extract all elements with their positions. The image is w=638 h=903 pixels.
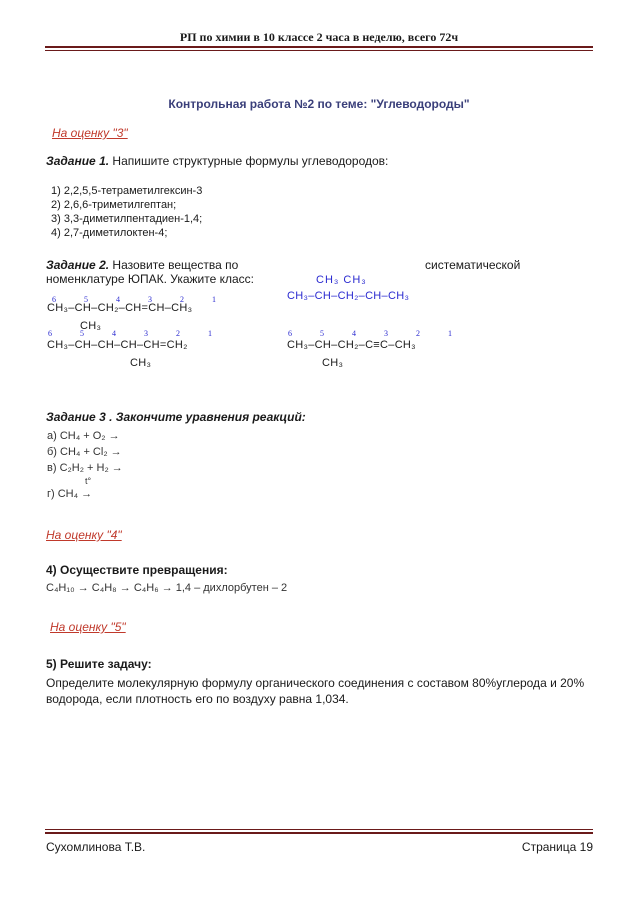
task1-item: 4) 2,7-диметилоктен-4;	[51, 227, 168, 239]
task1-label: Задание 1.	[46, 154, 110, 168]
task1-text: Напишите структурные формулы углеводородов:	[109, 154, 389, 168]
formula2-top: CH₃ CH₃	[316, 274, 367, 286]
page-header-title: РП по химии в 10 классе 2 часа в неделю, всего 72ч	[179, 30, 459, 44]
task3-heading	[46, 410, 306, 424]
reaction-temperature: t°	[85, 476, 92, 486]
task1-item: 1) 2,2,5,5-тетраметилгексин-3	[51, 185, 203, 197]
grade-5-label: На оценку "5"	[50, 620, 126, 634]
footer-rule	[45, 829, 593, 830]
formula4-main: CH₃–CH–CH₂–C≡C–CH₃	[287, 339, 416, 351]
footer-rule-thick	[45, 832, 593, 834]
task5-label: 5) Решите задачу:	[46, 657, 152, 671]
footer-page-number: Страница 19	[521, 840, 593, 854]
formula1-numbering: 6 5 4 3 2 1	[52, 295, 229, 304]
task3-reactions	[47, 428, 123, 502]
task2-text-b: систематической	[425, 258, 521, 272]
task2-text-a: Назовите вещества по	[109, 258, 239, 272]
grade-4-label: На оценку "4"	[46, 528, 122, 542]
task3-label: Задание 3	[46, 410, 106, 424]
task2-label: Задание 2.	[46, 258, 110, 272]
task1-list	[51, 184, 202, 240]
formula2-main: CH₃–CH–CH₂–CH–CH₃	[287, 290, 410, 302]
formula1-substituent: CH₃	[80, 320, 102, 332]
task4-chain: C₄H₁₀ → C₄H₈ → C₄H₆ → 1,4 – дихлорбутен – 2	[46, 582, 288, 594]
formula4-substituent: CH₃	[322, 357, 344, 369]
reaction-d: г) CH₄ →	[47, 488, 93, 500]
header-rule-thin	[45, 50, 593, 51]
task4-label: 4) Осуществите превращения:	[46, 563, 228, 577]
task1-item: 2) 2,6,6-триметилгептан;	[51, 199, 177, 211]
formula3-main: CH₃–CH–CH–CH–CH=CH₂	[47, 339, 188, 351]
task2-heading	[46, 258, 238, 272]
grade-3-label: На оценку "3"	[52, 126, 128, 140]
reaction-a: а) CH₄ + O₂ →	[47, 430, 120, 442]
document-title: Контрольная работа №2 по теме: "Углеводороды"	[168, 97, 470, 111]
task5-line2: водорода, если плотность его по воздуху равна 1,034.	[46, 692, 349, 706]
task2-text-c: номенклатуре ЮПАК. Укажите класс:	[46, 272, 255, 286]
formula3-substituent: CH₃	[130, 357, 152, 369]
reaction-b: б) CH₄ + Cl₂ →	[47, 446, 122, 458]
footer-author: Сухомлинова Т.В.	[46, 840, 146, 854]
formula1-main: CH₃–CH–CH₂–CH=CH–CH₃	[47, 302, 193, 314]
reaction-c: в) C₂H₂ + H₂ →	[47, 462, 123, 474]
formula3-numbering: 6 5 4 3 2 1	[48, 329, 225, 338]
formula4-numbering: 6 5 4 3 2 1	[288, 329, 465, 338]
task1-heading	[46, 154, 388, 168]
task3-text: . Закончите уравнения реакций:	[105, 410, 306, 424]
task1-item: 3) 3,3-диметилпентадиен-1,4;	[51, 213, 203, 225]
header-rule	[45, 46, 593, 48]
task5-line1: Определите молекулярную формулу органического соединения с составом 80%углерода и 20%	[46, 676, 585, 690]
